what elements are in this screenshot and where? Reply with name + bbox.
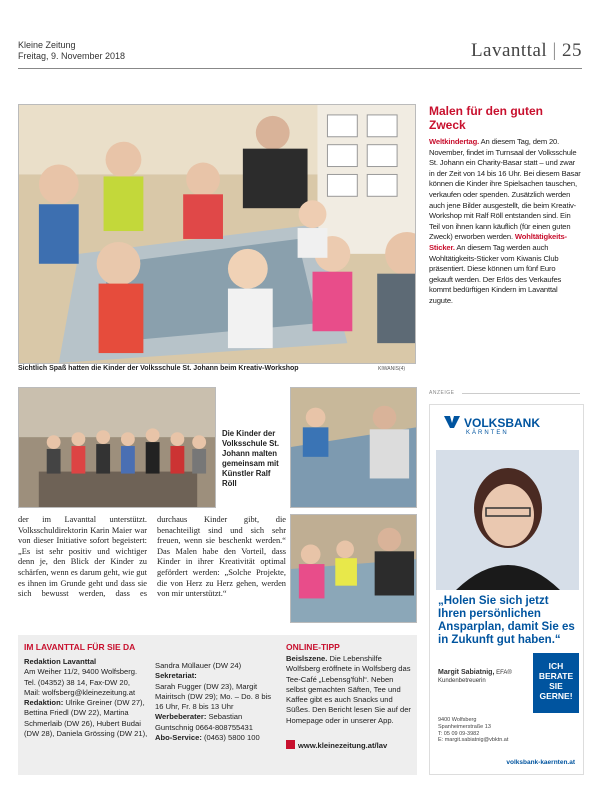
page-number: 25 xyxy=(562,40,582,61)
info-box-title: IM LAVANTTAL FÜR SIE DA xyxy=(24,642,136,652)
ad-badge-line-4: GERNE! xyxy=(539,691,573,701)
workshop-photo-2 xyxy=(290,514,417,623)
ad-headline: „Holen Sie sich jetzt Ihren persönlichen Ansparplan, damit Sie es in Zukunft gut haben.“ xyxy=(438,595,575,646)
werbeberater-heading: Werbeberater: xyxy=(155,712,207,722)
staff-heading: Redaktion: xyxy=(24,698,64,708)
article-body: der im Lavanttal unterstützt. Volksschuldirektorin Karin Maier war von dieser Initiative sofort begeistert: „Es ist sehr positiv und wichtiger denn je, den Blick der Kinder zu schärfen, wenn es darum geht, wie gut es ihnen im Grunde geht und dass sie sich bewusst werden, dass es durchaus Kinder gibt, die benachteiligt sind und sich sehr freuen, wenn sie beschenkt werden.“ Das Malen habe den Vorteil, dass Kinder in ihrer Kreativität optimal gefördert werden: „Solche Projekte, die von Herz zu Herz gehen, werden von mir unterstützt.“ xyxy=(18,515,286,599)
sidebar-paragraph-2: An diesem Tag werden auch Wohltätigkeits-Sticker vom Kiwanis Club präsentiert. Diese können um fünf Euro gekauft werden. Der Erlös des Verkaufes kommt bedürftigen Kindern im Lavanttal zugute. xyxy=(429,242,562,305)
group-photo-caption: Die Kinder der Volksschule St. Johann malten gemeinsam mit Künstler Ralf Röll xyxy=(222,429,280,488)
section-title: Lavanttal xyxy=(470,40,548,61)
ad-person-role: Kundenbetreuerin xyxy=(438,677,486,684)
sidebar-paragraph-1: An diesem Tag, dem 20. November, findet im Turnsaal der Volksschule St. Johann ein Charity-Basar statt – und zwar in der Zeit von 14 bis 16 Uhr. Bei diesem Basar können die Kinder ihre Spielsachen tauschen, verkaufen oder spenden. Zusätzlich werden auch jene Bilder ausgestellt, die beim Kreativ-Workshop mit Ralf Röll entstanden sind. Ein Teil von ihnen kann käuflich (für einen guten Zweck) erworben werden. xyxy=(429,137,581,242)
issue-date: Freitag, 9. November 2018 xyxy=(18,51,126,61)
ad-person-suffix: EFA® xyxy=(494,670,512,676)
ad-address-line[interactable]: E: margit.sabiatnig@vbktn.at xyxy=(438,737,509,744)
sidebar-lead-1: Weltkindertag. xyxy=(429,137,480,146)
online-tip-lead: Beislszene. xyxy=(286,654,328,663)
online-tip-text xyxy=(286,654,412,726)
photo-credit: KIWANIS(4) xyxy=(378,366,406,372)
info-box xyxy=(18,635,417,775)
redaktion-heading: Redaktion Lavanttal xyxy=(24,657,97,666)
page-header-right: Lavanttal | 25 xyxy=(470,40,582,61)
ad-divider xyxy=(462,393,580,394)
publication-name: Kleine Zeitung xyxy=(18,40,76,50)
werbeberater-text: Sebastian Guntschnig 0664-808755431 xyxy=(155,712,253,732)
info-col-1 xyxy=(24,657,152,739)
redaktion-mail[interactable]: Mail: wolfsberg@kleinezeitung.at xyxy=(24,687,136,697)
ad-address xyxy=(438,717,578,744)
ad-address-line: T: 05 09 09-3982 xyxy=(438,730,480,737)
sekretariat-heading: Sekretariat: xyxy=(155,671,197,681)
sidebar-headline: Malen für den guten Zweck xyxy=(429,104,543,132)
ad-label: ANZEIGE xyxy=(429,390,455,396)
sidebar-body xyxy=(429,137,581,307)
info-col-2 xyxy=(155,661,281,743)
ad-website-link[interactable]: volksbank-kaernten.at xyxy=(506,759,575,766)
web-icon xyxy=(286,740,295,749)
volksbank-ad[interactable] xyxy=(429,404,584,775)
ad-person xyxy=(438,669,528,685)
ad-address-line: Spanheimerstraße 13 xyxy=(438,723,491,730)
ad-badge-line-1: ICH xyxy=(548,661,564,671)
sidebar-lead-2: Wohltätigkeits-Sticker. xyxy=(429,232,567,252)
page-header-left xyxy=(18,40,125,62)
group-photo xyxy=(18,387,216,508)
ad-badge-line-2: BERATE xyxy=(538,671,574,681)
ad-address-line: 9400 Wolfsberg xyxy=(438,717,477,723)
staff-list: Ulrike Greiner (DW 27), Bettina Friedl (DW 22), Martina Schmerlaib (DW 26), Hubert Budai (DW 28), Daniela Grössing (DW 21), xyxy=(24,698,148,739)
staff-last: Sandra Müllauer (DW 24) xyxy=(155,661,242,670)
ad-person-name: Margit Sabiatnig, xyxy=(438,669,495,676)
ad-brand-sub: KÄRNTEN xyxy=(466,430,509,436)
ad-badge-line-3: SIE xyxy=(549,681,563,691)
redaktion-phone: Tel. (04352) 38 14, Fax-DW 20, xyxy=(24,677,130,687)
main-photo xyxy=(18,104,416,364)
abo-text: (0463) 5800 100 xyxy=(201,733,260,743)
ad-badge[interactable] xyxy=(533,653,579,713)
sekretariat-text: Sarah Fugger (DW 23), Margit Mairitsch (DW 29); Mo. – Do. 8 bis 16 Uhr, Fr. 8 bis 13 Uhr xyxy=(155,681,272,712)
workshop-photo-1 xyxy=(290,387,417,508)
online-tip-link[interactable] xyxy=(286,740,387,750)
ad-brand: VOLKSBANK xyxy=(464,416,541,430)
redaktion-address: Am Weiher 11/2, 9400 Wolfsberg. xyxy=(24,667,138,677)
volksbank-mark-icon xyxy=(444,416,460,428)
volksbank-logo xyxy=(444,416,540,436)
abo-heading: Abo-Service: xyxy=(155,733,202,743)
header-divider xyxy=(18,68,582,69)
online-tip-title: ONLINE-TIPP xyxy=(286,642,340,652)
main-photo-caption: Sichtlich Spaß hatten die Kinder der Volksschule St. Johann beim Kreativ-Workshop xyxy=(18,365,299,372)
online-tip-url[interactable]: www.kleinezeitung.at/lav xyxy=(298,741,388,750)
ad-portrait-photo xyxy=(436,450,579,590)
online-tip-body: Die Lebenshilfe Wolfsberg eröffnete in Wolfsberg das Tee-Café „Lebensg'fühl“. Neben selbst gemachten Säften, Tee und Kaffee gibt es auch Snacks und Süßes. Den Bericht lesen Sie auf der Homepage oder in unserer App. xyxy=(286,654,411,725)
